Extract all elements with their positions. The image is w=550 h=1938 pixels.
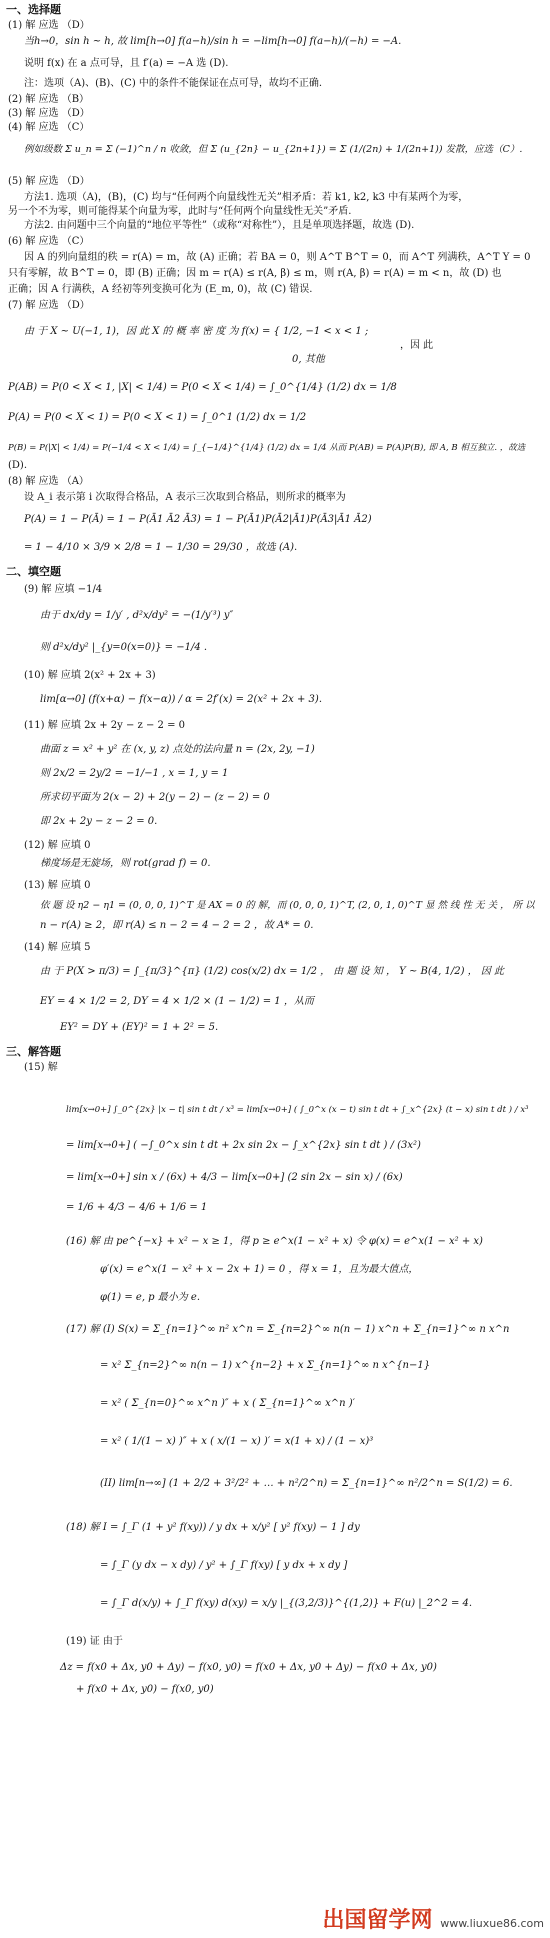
text-line: 另一个不为零，则可能得某个向量为零，此时与“任何两个向量线性无关”矛盾. — [8, 206, 352, 217]
math-line: 当h→0，sin h ~ h, 故 lim[h→0] f(a−h)/sin h = −lim[h→0] f(a−h)/(−h) = −A. — [24, 36, 402, 47]
math-line: lim[x→0+] ∫_0^{2x} |x − t| sin t dt / x³ = lim[x→0+] ( ∫_0^x (x − t) sin t dt + ∫_x^{2x} (t − x) sin t dt ) / x³ — [66, 1105, 529, 1115]
math-line: = 1/6 + 4/3 − 4/6 + 1/6 = 1 — [66, 1202, 208, 1213]
math-line: P(AB) = P(0 < X < 1, |X| < 1/4) = P(0 < X < 1/4) = ∫_0^{1/4} (1/2) dx = 1/8 — [8, 382, 397, 393]
math-line: + f(x0 + Δx, y0) − f(x0, y0) — [76, 1684, 214, 1695]
section-heading: 三、解答题 — [6, 1045, 61, 1058]
math-line: 由 于 P(X > π/3) = ∫_{π/3}^{π} (1/2) cos(x/2) dx = 1/2 ， 由 题 设 知 ， Y ~ B(4, 1/2) ， 因 此 — [40, 966, 505, 977]
text-line: (13) 解 应填 0 — [24, 880, 91, 891]
math-line: (II) lim[n→∞] (1 + 2/2 + 3²/2² + … + n²/2^n) = Σ_{n=1}^∞ n²/2^n = S(1/2) = 6. — [100, 1478, 513, 1489]
text-line: (8) 解 应选 （A） — [8, 476, 89, 487]
math-line: lim[α→0] (f(x+α) − f(x−α)) / α = 2f′(x) = 2(x² + 2x + 3). — [40, 694, 323, 705]
text-line: (5) 解 应选 （D） — [8, 176, 90, 187]
text-line: 方法2. 由问题中三个向量的“地位平等性”（或称“对称性”），且是单项选择题，故选 (D). — [24, 220, 415, 231]
text-line: (9) 解 应填 −1/4 — [24, 584, 103, 595]
math-line: = x² ( Σ_{n=0}^∞ x^n )″ + x ( Σ_{n=1}^∞ x^n )′ — [100, 1398, 355, 1409]
math-line: = 1 − 4/10 × 3/9 × 2/8 = 1 − 1/30 = 29/30 ，故选 (A). — [24, 542, 298, 553]
math-line: (18) 解 I = ∫_Γ (1 + y² f(xy)) / y dx + x/y² [ y² f(xy) − 1 ] dy — [66, 1522, 360, 1533]
math-line: 梯度场是无旋场，则 rot(grad f) = 0. — [40, 858, 211, 869]
math-line: P(B) = P(|X| < 1/4) = P(−1/4 < X < 1/4) = ∫_{−1/4}^{1/4} (1/2) dx = 1/4 从而 P(AB) = P(A)P(B), 即 A, B 相互独立. ，故选 — [8, 443, 526, 453]
math-line: 曲面 z = x² + y² 在 (x, y, z) 点处的法向量 n = (2x, 2y, −1) — [40, 744, 315, 755]
math-line: = lim[x→0+] ( −∫_0^x sin t dt + 2x sin 2x − ∫_x^{2x} sin t dt ) / (3x²) — [66, 1140, 421, 1151]
math-line: 则 2x/2 = 2y/2 = −1/−1 , x = 1, y = 1 — [40, 768, 229, 779]
math-line: Δz = f(x0 + Δx, y0 + Δy) − f(x0, y0) = f(x0 + Δx, y0 + Δy) − f(x0 + Δx, y0) — [60, 1662, 437, 1673]
math-line: 由于 dx/dy = 1/y′ , d²x/dy² = −(1/y′³) y″ — [40, 610, 234, 621]
site-watermark — [323, 1903, 544, 1934]
text-line: (11) 解 应填 2x + 2y − z − 2 = 0 — [24, 720, 186, 731]
math-line: = x² Σ_{n=2}^∞ n(n − 1) x^{n−2} + x Σ_{n=1}^∞ n x^{n−1} — [100, 1360, 431, 1371]
math-line: EY = 4 × 1/2 = 2, DY = 4 × 1/2 × (1 − 1/2) = 1 ，从而 — [40, 996, 314, 1007]
text-line: (14) 解 应填 5 — [24, 942, 91, 953]
math-line: 例如级数 Σ u_n = Σ (−1)^n / n 收敛，但 Σ (u_{2n} − u_{2n+1}) = Σ (1/(2n) + 1/(2n+1)) 发散，应选（C）. — [24, 144, 523, 155]
math-line: EY² = DY + (EY)² = 1 + 2² = 5. — [60, 1022, 219, 1033]
math-line: (16) 解 由 pe^{−x} + x² − x ≥ 1，得 p ≥ e^x(1 − x² + x) 令 φ(x) = e^x(1 − x² + x) — [66, 1236, 483, 1247]
math-line: 所求切平面为 2(x − 2) + 2(y − 2) − (z − 2) = 0 — [40, 792, 270, 803]
text-line: (2) 解 应选 （B） — [8, 94, 90, 105]
text-line: 设 A_i 表示第 i 次取得合格品，A 表示三次取到合格品，则所求的概率为 — [24, 492, 346, 503]
text-line: 说明 f(x) 在 a 点可导，且 f′(a) = −A 选 (D). — [24, 58, 229, 69]
math-line: n − r(A) ≥ 2，即 r(A) ≤ n − 2 = 4 − 2 = 2 ，故 A* = 0. — [40, 920, 314, 931]
text-line: 方法1. 选项（A)，(B)，(C) 均与“任何两个向量线性无关”相矛盾：若 k1, k2, k3 中有某两个为零， — [24, 192, 469, 203]
text-line: 因 A 的列向量组的秩 = r(A) = m，故 (A) 正确；若 BA = 0，则 A^T B^T = 0，而 A^T 列满秩，A^T Y = 0 — [24, 252, 531, 263]
math-line: = x² ( 1/(1 − x) )″ + x ( x/(1 − x) )′ = x(1 + x) / (1 − x)³ — [100, 1436, 374, 1447]
math-line: 由 于 X ~ U(−1, 1)，因 此 X 的 概 率 密 度 为 f(x) = { 1/2, −1 < x < 1 ; — [24, 326, 369, 337]
text-line: ，因 此 — [400, 340, 434, 351]
text-line: (7) 解 应选 （D） — [8, 300, 90, 311]
text-line: 只有零解，故 B^T = 0，即 (B) 正确；因 m = r(A) ≤ r(A, β) ≤ m，则 r(A, β) = r(A) = m < n，故 (D) 也 — [8, 268, 502, 279]
math-line: 则 d²x/dy² |_{y=0(x=0)} = −1/4 . — [40, 642, 208, 653]
text-line: (4) 解 应选 （C） — [8, 122, 90, 133]
math-line: P(A) = P(0 < X < 1) = P(0 < X < 1) = ∫_0^1 (1/2) dx = 1/2 — [8, 412, 307, 423]
text-line: (12) 解 应填 0 — [24, 840, 91, 851]
text-line: (19) 证 由于 — [66, 1636, 123, 1647]
math-line: φ(1) = e, p 最小为 e. — [100, 1292, 201, 1303]
text-line: (10) 解 应填 2(x² + 2x + 3) — [24, 670, 156, 681]
math-line: P(A) = 1 − P(Ā) = 1 − P(Ā1 Ā2 Ā3) = 1 − P(Ā1)P(Ā2|Ā1)P(Ā3|Ā1 Ā2) — [24, 514, 372, 525]
text-line: (3) 解 应选 （D） — [8, 108, 90, 119]
math-line: φ′(x) = e^x(1 − x² + x − 2x + 1) = 0 ，得 x = 1，且为最大值点， — [100, 1264, 419, 1275]
text-line: 注：选项（A)、(B)、(C) 中的条件不能保证在点可导，故均不正确. — [24, 78, 323, 89]
text-line: 正确；因 A 行满秩，A 经初等列变换可化为 (E_m, 0)，故 (C) 错误. — [8, 284, 313, 295]
section-heading: 二、填空题 — [6, 565, 61, 578]
text-line: (6) 解 应选 （C） — [8, 236, 90, 247]
math-line: = lim[x→0+] sin x / (6x) + 4/3 − lim[x→0+] (2 sin 2x − sin x) / (6x) — [66, 1172, 403, 1183]
text-line: (15) 解 — [24, 1062, 58, 1073]
section-heading: 一、选择题 — [6, 3, 61, 16]
math-line: = ∫_Γ d(x/y) + ∫_Γ f(xy) d(xy) = x/y |_{(3,2/3)}^{(1,2)} + F(u) |_2^2 = 4. — [100, 1598, 473, 1609]
math-line: 依 题 设 η2 − η1 = (0, 0, 0, 1)^T 是 AX = 0 的 解，而 (0, 0, 0, 1)^T, (2, 0, 1, 0)^T 显 然 线 性 无 关 ， 所 以 — [40, 900, 535, 911]
math-line: 即 2x + 2y − z − 2 = 0. — [40, 816, 158, 827]
math-line: (17) 解 (I) S(x) = Σ_{n=1}^∞ n² x^n = Σ_{n=2}^∞ n(n − 1) x^n + Σ_{n=1}^∞ n x^n — [66, 1324, 510, 1335]
text-line: (D). — [8, 460, 27, 471]
watermark-text: 出国留学网 — [322, 1908, 433, 1933]
watermark-site: www.liuxue86.com — [440, 1917, 544, 1930]
math-line: = ∫_Γ (y dx − x dy) / y² + ∫_Γ f(xy) [ y dx + x dy ] — [100, 1560, 348, 1571]
math-line: 0, 其他 — [292, 354, 325, 365]
text-line: (1) 解 应选 （D） — [8, 20, 90, 31]
